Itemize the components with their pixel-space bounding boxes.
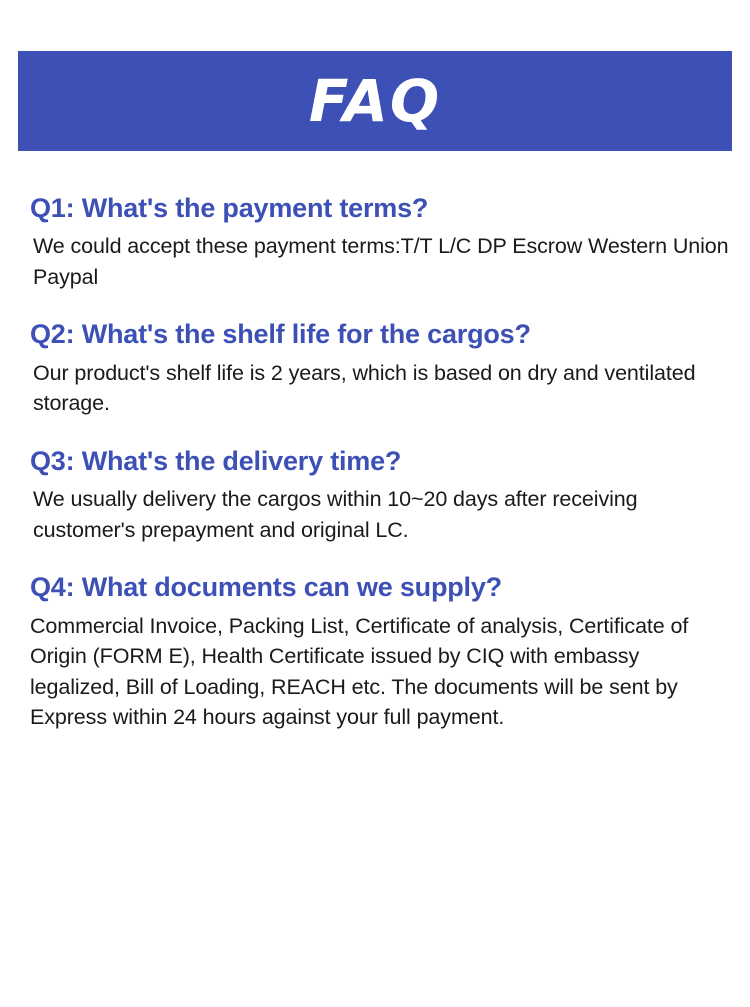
faq-item-4 xyxy=(30,571,730,732)
faq-question-3: Q3: What's the delivery time? xyxy=(30,445,402,476)
faq-answer-2: Our product's shelf life is 2 years, which is based on dry and ventilated storage. xyxy=(33,360,696,416)
faq-list xyxy=(30,192,730,759)
faq-item-1 xyxy=(30,192,730,292)
faq-question-2: Q2: What's the shelf life for the cargos? xyxy=(30,319,531,350)
faq-banner xyxy=(18,51,732,151)
faq-question-1: Q1: What's the payment terms? xyxy=(30,193,429,223)
faq-item-2 xyxy=(30,318,730,418)
faq-answer-1: We could accept these payment terms:T/T L/C DP Escrow Western Union Paypal xyxy=(33,234,729,289)
faq-answer-3: We usually delivery the cargos within 10~20 days after receiving customer's prepayment and original LC. xyxy=(33,487,638,542)
faq-question-4: Q4: What documents can we supply? xyxy=(30,572,502,603)
faq-answer-4: Commercial Invoice, Packing List, Certificate of analysis, Certificate of Origin (FORM E), Health Certificate issued by CIQ with embassy legalized, Bill of Loading, REACH etc. The documents will be sent by Express within 24 hours against your full payment. xyxy=(30,613,689,730)
faq-banner-title: FAQ xyxy=(308,67,442,135)
faq-item-3 xyxy=(30,445,730,545)
